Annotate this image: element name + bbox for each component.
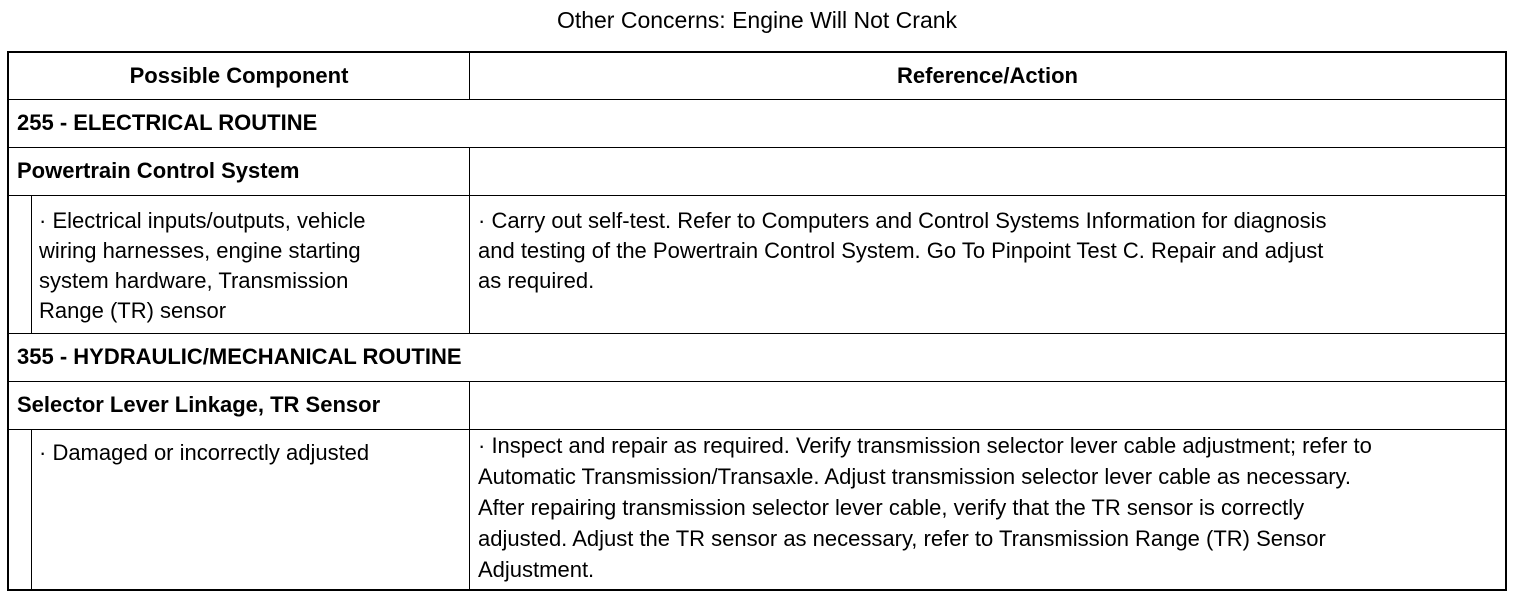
routine-row (9, 334, 1505, 382)
page-title: Other Concerns: Engine Will Not Crank (556, 7, 958, 33)
component-group-row (9, 382, 1505, 430)
table-header-row (9, 53, 1505, 100)
diagnostic-table (7, 51, 1507, 591)
routine-label: 355 - HYDRAULIC/MECHANICAL ROUTINE (17, 344, 462, 369)
component-group-label: Selector Lever Linkage, TR Sensor (17, 392, 381, 417)
component-item: · Damaged or incorrectly adjusted (39, 440, 370, 465)
header-reference-action: Reference/Action (897, 63, 1078, 88)
component-group-label: Powertrain Control System (17, 158, 300, 183)
table-row (9, 430, 1505, 589)
component-group-row (9, 148, 1505, 196)
component-item: · Electrical inputs/outputs, vehicle wiring harnesses, engine starting system hardware, Transmission Range (TR) sensor (39, 208, 366, 323)
action-text: · Carry out self-test. Refer to Computers and Control Systems Information for diagnosis and testing of the Powertrain Control System. Go To Pinpoint Test C. Repair and adjust as required. (478, 208, 1327, 293)
header-possible-component: Possible Component (129, 63, 349, 88)
routine-row (9, 100, 1505, 148)
routine-label: 255 - ELECTRICAL ROUTINE (17, 110, 318, 135)
table-row (9, 196, 1505, 334)
action-text: · Inspect and repair as required. Verify transmission selector lever cable adjustment; refer to Automatic Transmission/Transaxle. Adjust transmission selector lever cable as necessary. After repairing transmission selector lever cable, verify that the TR sensor is correctly adjusted. Adjust the TR sensor as necessary, refer to Transmission Range (TR) Sensor Adjustment. (478, 433, 1372, 582)
